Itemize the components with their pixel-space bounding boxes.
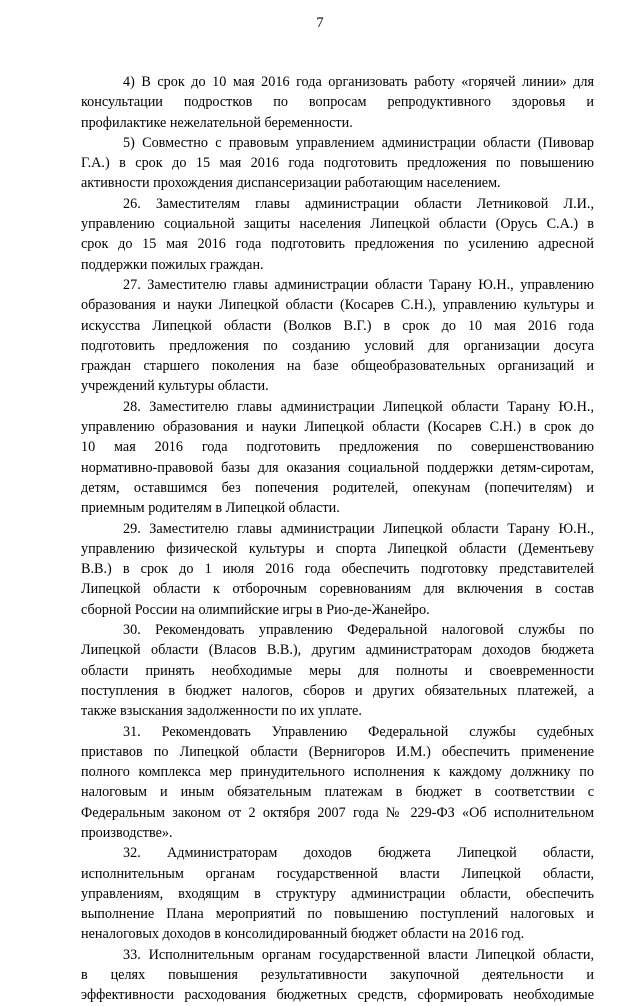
- paragraph: [81, 945, 594, 1006]
- paragraph-line: неналоговых доходов в консолидированный бюджет области на 2016 год.: [81, 926, 525, 943]
- paragraph-line: приемным родителям в Липецкой области.: [81, 500, 340, 517]
- paragraph-line: приставов по Липецкой области (Вернигоров И.М.) обеспечить применение: [81, 743, 594, 760]
- paragraph-line: 28. Заместителю главы администрации Липецкой области Тарану Ю.Н.,: [123, 398, 594, 415]
- paragraph-line: налоговым и иным обязательным платежам в бюджет в соответствии с: [81, 784, 594, 801]
- paragraph-line: 26. Заместителям главы администрации области Летниковой Л.И.,: [123, 195, 594, 212]
- paragraph-line: 4) В срок до 10 мая 2016 года организовать работу «горячей линии» для: [123, 74, 594, 90]
- paragraph-line: эффективности расходования бюджетных средств, сформировать необходимые: [81, 987, 594, 1004]
- paragraph-line: управлению физической культуры и спорта Липецкой области (Дементьеву: [81, 540, 594, 557]
- paragraph-line: Г.А.) в срок до 15 мая 2016 года подготовить предложения по повышению: [81, 155, 594, 172]
- document-body: [81, 72, 594, 1006]
- paragraph-line: активности прохождения диспансеризации работающим населением.: [81, 175, 501, 192]
- paragraph-line: исполнительным органам государственной власти Липецкой области,: [81, 865, 594, 882]
- paragraph-line: сборной России на олимпийские игры в Рио-де-Жанейро.: [81, 601, 430, 618]
- paragraph-line: 27. Заместителю главы администрации области Тарану Ю.Н., управлению: [123, 276, 594, 293]
- paragraph-line: управлениям, входящим в структуру администрации области, обеспечить: [81, 885, 594, 902]
- paragraph: [81, 519, 594, 620]
- paragraph-line: подготовить предложения по созданию условий для организации досуга: [81, 337, 594, 354]
- paragraph: [81, 275, 594, 397]
- paragraph-line: 33. Исполнительным органам государственной власти Липецкой области,: [123, 946, 594, 963]
- paragraph: [81, 133, 594, 194]
- paragraph-line: поступления в бюджет налогов, сборов и других обязательных платежей, а: [81, 682, 594, 699]
- paragraph-line: 31. Рекомендовать Управлению Федеральной службы судебных: [123, 723, 594, 740]
- paragraph: [81, 620, 594, 721]
- paragraph: [81, 843, 594, 944]
- paragraph-line: искусства Липецкой области (Волков В.Г.) в срок до 10 мая 2016 года: [81, 317, 594, 334]
- paragraph-line: поддержки пожилых граждан.: [81, 256, 264, 273]
- paragraph-line: полного комплекса мер принудительного исполнения к каждому должнику по: [81, 764, 594, 781]
- paragraph-line: срок до 15 мая 2016 года подготовить предложения по усилению адресной: [81, 236, 594, 253]
- page-number: 7: [316, 15, 324, 31]
- paragraph-line: Липецкой области (Власов В.В.), другим администраторам доходов бюджета: [81, 642, 594, 659]
- paragraph-line: 30. Рекомендовать управлению Федеральной налоговой службы по: [123, 622, 594, 639]
- paragraph: [81, 722, 594, 844]
- paragraph: [81, 194, 594, 275]
- paragraph-line: 29. Заместителю главы администрации Липецкой области Тарану Ю.Н.,: [123, 520, 594, 537]
- paragraph-line: Федеральным законом от 2 октября 2007 года № 229-ФЗ «Об исполнительном: [81, 804, 594, 821]
- paragraph-line: области принять необходимые меры для полноты и своевременности: [81, 662, 594, 679]
- paragraph-line: учреждений культуры области.: [81, 378, 269, 395]
- paragraph-line: детям, оставшимся без попечения родителей, опекунам (попечителям) и: [81, 479, 594, 496]
- paragraph-line: управлению социальной защиты населения Липецкой области (Орусь С.А.) в: [81, 216, 594, 233]
- paragraph: [81, 72, 594, 133]
- paragraph-line: производстве».: [81, 824, 173, 841]
- paragraph-line: 10 мая 2016 года подготовить предложения по совершенствованию: [81, 439, 594, 456]
- paragraph-line: граждан старшего поколения на базе общеобразовательных организаций и: [81, 358, 594, 375]
- paragraph-line: 32. Администраторам доходов бюджета Липецкой области,: [123, 845, 594, 862]
- paragraph-line: 5) Совместно с правовым управлением администрации области (Пивовар: [123, 134, 594, 151]
- paragraph-line: профилактике нежелательной беременности.: [81, 114, 353, 131]
- paragraph-line: также взыскания задолженности по их уплате.: [81, 703, 362, 720]
- paragraph-line: Липецкой области к отборочным соревнованиям для включения в состав: [81, 581, 594, 598]
- paragraph-line: в целях повышения результативности закупочной деятельности и: [81, 967, 594, 984]
- paragraph-line: консультации подростков по вопросам репродуктивного здоровья и: [81, 94, 594, 111]
- paragraph-line: В.В.) в срок до 1 июля 2016 года обеспечить подготовку представителей: [81, 561, 594, 578]
- paragraph-line: нормативно-правовой базы для оказания социальной поддержки детям-сиротам,: [81, 459, 594, 476]
- paragraph-line: образования и науки Липецкой области (Косарев С.Н.), управлению культуры и: [81, 297, 594, 314]
- paragraph-line: выполнение Плана мероприятий по повышению поступлений налоговых и: [81, 906, 594, 923]
- paragraph: [81, 397, 594, 519]
- paragraph-line: управлению образования и науки Липецкой области (Косарев С.Н.) в срок до: [81, 419, 594, 436]
